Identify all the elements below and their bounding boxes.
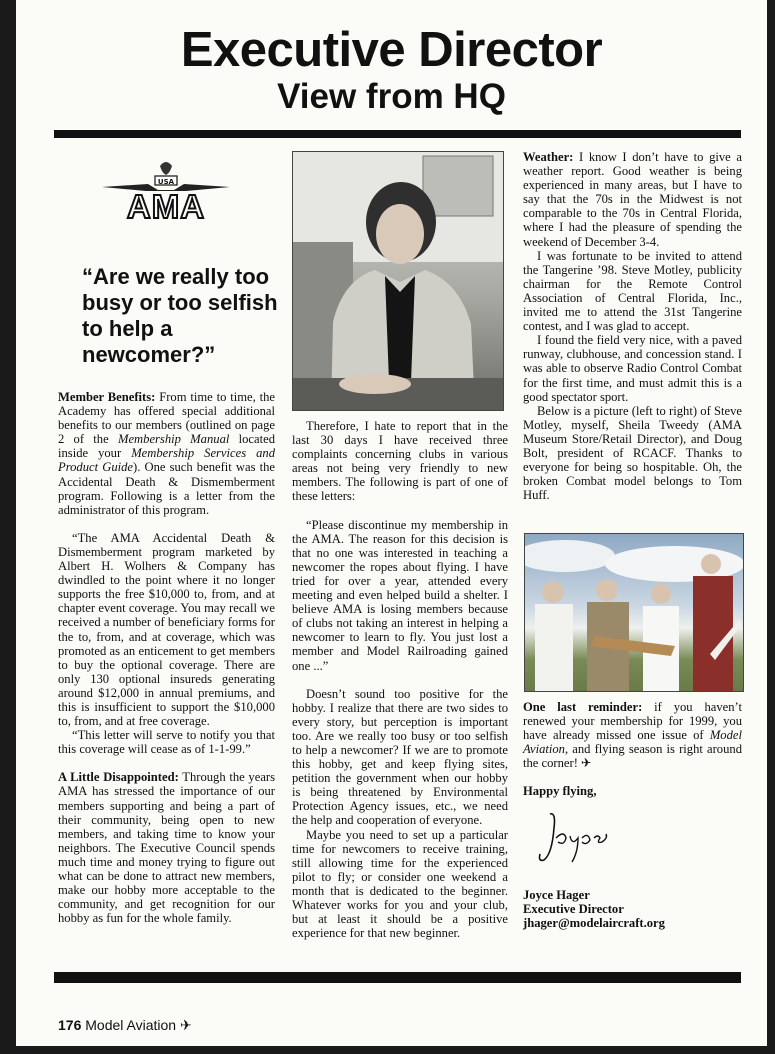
paragraph: Therefore, I hate to report that in the last 30 days I have received three complaints concerning clubs in various areas not being very friendly to new members. The following is part of one of these letters: [292, 419, 508, 504]
paragraph: “This letter will serve to notify you that this coverage will cease as of 1-1-99.” [58, 728, 275, 757]
run-in-head: A Little Disappointed: [58, 770, 179, 785]
pull-quote: “Are we really too busy or too selfish to help a newcomer?” [82, 264, 278, 367]
run-in-head: Member Benefits: [58, 390, 156, 404]
magazine-name: Model Aviation [85, 1017, 177, 1033]
portrait-image [293, 152, 503, 410]
paragraph: Below is a picture (left to right) of Steve Motley, myself, Sheila Tweedy (AMA Museum Store/Retail Director), and Doug Bolt, president of RCACF. Thanks to everyone for being so hospitable. Oh, the broken Combat model belongs to Tom Huff. [523, 403, 742, 503]
portrait-photo [292, 151, 504, 411]
paragraph: I was fortunate to be invited to attend the Tangerine ’98. Steve Motley, publicity chairman for the Remote Control Association of Central Florida, Inc., invited me to attend the 31st Tangerine contest, and I was glad to accept. [523, 248, 742, 334]
closing-line: Happy flying, [523, 784, 597, 799]
run-in-head: One last reminder: [523, 700, 643, 714]
paragraph: Weather: I know I don’t have to give a weather report. Good weather is being experienced in many areas, but I have to say that the 70s in the Midwest is not comparable to the 70s in Central Florida, where I had the pleasure of spending the weekend of December 3-4. [523, 150, 742, 249]
signature [536, 808, 616, 866]
page-footer [58, 1017, 192, 1034]
run-in-head: Weather: [523, 150, 574, 164]
group-photo [524, 533, 744, 692]
paragraph: One last reminder: if you haven’t renewed your membership for 1999, you have already missed one issue of Model Aviation, and flying season is right around the corner! ✈ [523, 700, 742, 771]
top-rule [54, 130, 741, 138]
signoff-name: Joyce Hager [523, 888, 590, 902]
paragraph: Maybe you need to set up a particular time for newcomers to receive training, still allowing time for the experienced pilot to fly; or consider one weekend a month that is dedicated to the beginner. Whatever works for you and your club, but at least it should be a positive experience for that new beginner. [292, 827, 508, 941]
paragraph: “The AMA Accidental Death & Dismemberment program marketed by Albert H. Wolhers & Company has dwindled to the point where it no longer supports the free $10,000 to, from, and at chapter event coverage. You may recall we received a number of beneficiary forms for the to, from, and at coverage, which was promoted as an enticement to get members to buy the optional coverage. There are only 130 optional insureds generating around $12,000 in annual premiums, and this is insufficient to support the $10,000 to, from, and at free coverage. [58, 530, 275, 729]
paragraph: Member Benefits: From time to time, the Academy has offered special additional benefits to our members (outlined on page 2 of the Membership Manual located inside your Membership Services and Product Guide). One such benefit was the Accidental Death & Dismemberment program. Following is a letter from the administrator of this program. [58, 390, 275, 517]
magazine-page [16, 0, 767, 1046]
column-1 [58, 390, 275, 925]
column-3-lower [523, 700, 742, 799]
paragraph: I found the field very nice, with a paved runway, clubhouse, and concession stand. I was able to observe Radio Control Combat for the first time, and must admit this is a good spectator sport. [523, 333, 742, 404]
signoff-email[interactable]: jhager@modelaircraft.org [523, 916, 665, 931]
page-subtitle: View from HQ [277, 77, 506, 116]
page-title: Executive Director [180, 23, 603, 77]
signoff-title: Executive Director [523, 902, 624, 917]
bottom-rule [54, 972, 741, 983]
page-number: 176 [58, 1017, 82, 1033]
paragraph: A Little Disappointed: Through the years AMA has stressed the importance of our members supporting and being a part of their community, being open to new members, and taking time to know your neighbors. The Executive Council spends much time and money trying to figure out what can be done to attract new members, make our hobby more acceptable to the community, and get recognition for our hobby as fun for the whole family. [58, 770, 276, 926]
column-3-upper [523, 150, 742, 502]
column-2 [292, 419, 508, 940]
airplane-icon: ✈ [179, 1017, 192, 1033]
svg-text:USA: USA [157, 178, 175, 186]
paragraph: Doesn’t sound too positive for the hobby. I realize that there are two sides to every story, but perception is important too. Are we really too busy or too selfish to help a newcomer? If we are to promote this hobby, get and keep flying sites, petition the government when our hobby is being threatened by Environmental Protection Agency issues, etc., we need the help and cooperation of everyone. [292, 686, 508, 828]
svg-text:AMA: AMA [126, 188, 206, 222]
group-image [525, 534, 743, 691]
signoff-block [523, 888, 743, 930]
ama-logo [100, 160, 232, 222]
paragraph: “Please discontinue my membership in the AMA. The reason for this decision is that no one was interested in teaching a newcomer the ropes about flying. I have tried for over a year, attended every meeting and even helped build a shelter. I believe AMA is losing members because of clubs not taking an interest in helping a newcomer to learn to fly. You just lost a member and Model Railroading gained one ...” [292, 517, 508, 673]
